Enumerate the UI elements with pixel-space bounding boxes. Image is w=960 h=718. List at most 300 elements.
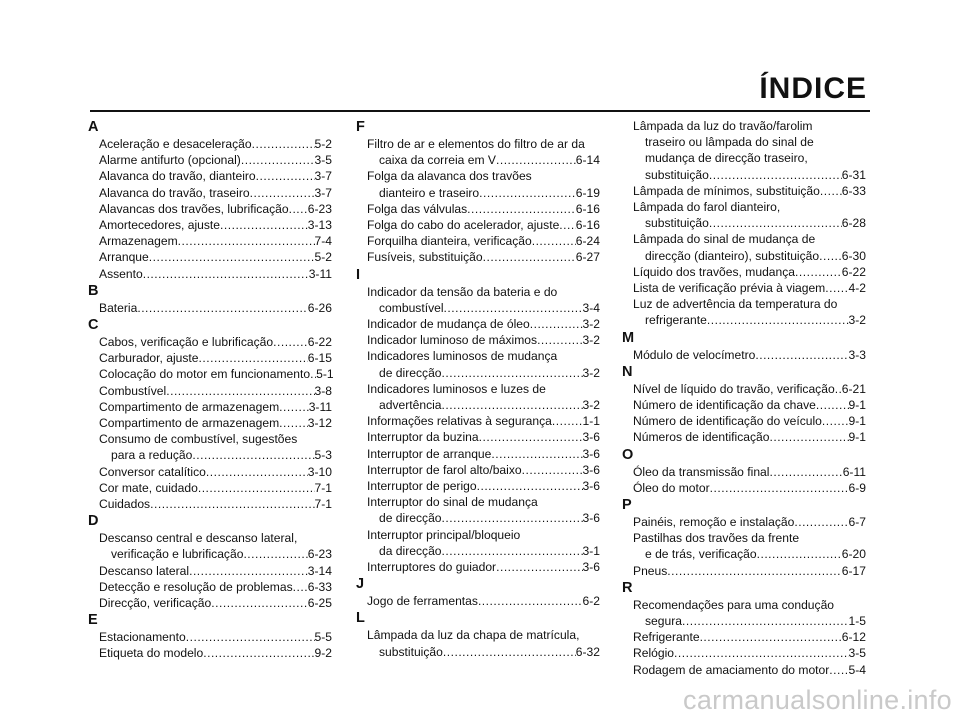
section-letter: J <box>356 576 365 593</box>
entry-label: verificação e lubrificação <box>111 547 244 562</box>
entry-label: dianteiro e traseiro <box>379 185 480 200</box>
entry-text-line: mudança de direcção traseiro, <box>645 151 808 166</box>
index-entry <box>88 168 332 184</box>
entry-label: Rodagem de amaciamento do motor <box>633 662 830 677</box>
page-number: 6-23 <box>307 547 332 562</box>
page-number: 3-6 <box>582 446 600 461</box>
index-entry <box>356 593 600 609</box>
dot-leader <box>496 152 576 168</box>
entry-label: de direcção <box>379 511 442 526</box>
page-number: 5-3 <box>314 448 332 463</box>
dot-leader <box>192 447 314 463</box>
page-number: 3-1 <box>582 543 600 558</box>
page-number: 6-21 <box>841 381 866 396</box>
entry-label: Líquido dos travões, mudança <box>633 264 796 279</box>
index-entry <box>622 296 866 328</box>
dot-leader <box>709 215 842 231</box>
entry-label: da direcção <box>379 543 442 558</box>
page-number: 3-2 <box>582 317 600 332</box>
entry-text-line: Interruptor principal/bloqueio <box>367 527 521 542</box>
entry-label: Cabos, verificação e lubrificação <box>99 335 274 350</box>
entry-label: substituição <box>379 644 443 659</box>
index-entry <box>622 199 866 231</box>
page-number: 3-2 <box>848 313 866 328</box>
dot-leader <box>250 185 315 201</box>
index-entry <box>88 249 332 265</box>
entry-label: Assento <box>99 266 143 281</box>
index-entry <box>622 597 866 629</box>
entry-label: Arranque <box>99 250 149 265</box>
index-entry <box>356 201 600 217</box>
index-entry <box>88 383 332 399</box>
entry-text-line: Lâmpada do sinal de mudança de <box>633 232 816 247</box>
entry-label: Estacionamento <box>99 630 186 645</box>
entry-label: caixa da correia em V <box>379 153 496 168</box>
entry-label: Lista de verificação prévia à viagem <box>633 281 826 296</box>
page-number: 6-25 <box>307 596 332 611</box>
entry-label: Interruptor de farol alto/baixo <box>367 462 522 477</box>
entry-label: Amortecedores, ajuste <box>99 218 220 233</box>
index-entry <box>622 429 866 445</box>
index-entry <box>622 413 866 429</box>
entry-label: Interruptor da buzina <box>367 430 479 445</box>
dot-leader <box>256 168 315 184</box>
dot-leader <box>273 334 308 350</box>
page-number: 3-2 <box>582 398 600 413</box>
entry-label: Alavanca do travão, traseiro <box>99 185 250 200</box>
entry-label: Alarme antifurto (opcional) <box>99 153 241 168</box>
index-entry <box>88 496 332 512</box>
entry-text-line: Lâmpada do farol dianteiro, <box>633 200 781 215</box>
section-letter: O <box>622 446 634 463</box>
entry-label: advertência <box>379 398 442 413</box>
entry-label: Interruptor de arranque <box>367 446 492 461</box>
title-divider <box>90 110 870 112</box>
index-entry <box>88 645 332 661</box>
index-entry <box>88 595 332 611</box>
entry-label: Bateria <box>99 300 138 315</box>
page-number: 3-4 <box>582 300 600 315</box>
entry-label: de direcção <box>379 365 442 380</box>
page-number: 6-15 <box>307 351 332 366</box>
entry-label: Número de identificação do veículo <box>633 414 822 429</box>
index-entry <box>622 629 866 645</box>
entry-label: Carburador, ajuste <box>99 351 199 366</box>
dot-leader <box>199 350 308 366</box>
entry-label: segura <box>645 614 682 629</box>
page-number: 3-5 <box>314 153 332 168</box>
section-letter: P <box>622 497 632 514</box>
dot-leader <box>700 629 842 645</box>
index-entry <box>622 118 866 183</box>
section-letter: E <box>88 612 98 629</box>
page-number: 6-22 <box>307 335 332 350</box>
dot-leader <box>532 233 576 249</box>
page-number: 5-4 <box>848 662 866 677</box>
index-entry <box>88 366 332 382</box>
page-number: 6-9 <box>848 480 866 495</box>
entry-label: Fusíveis, substituição <box>367 250 483 265</box>
entry-label: Lâmpada de mínimos, substituição <box>633 183 820 198</box>
entry-label: Forquilha dianteira, verificação <box>367 234 532 249</box>
index-entry <box>88 217 332 233</box>
section-letter: N <box>622 363 633 380</box>
dot-leader <box>137 300 307 316</box>
dot-leader <box>279 399 309 415</box>
entry-label: Cuidados <box>99 497 151 512</box>
dot-leader <box>252 136 315 152</box>
entry-label: Interruptores do guiador <box>367 560 497 575</box>
index-entry <box>88 530 332 562</box>
entry-text-line: Indicadores luminosos de mudança <box>367 349 558 364</box>
page-number: 3-6 <box>582 560 600 575</box>
index-entry <box>356 332 600 348</box>
index-entry <box>622 645 866 661</box>
entry-label: Descanso lateral <box>99 563 190 578</box>
dot-leader <box>189 563 308 579</box>
dot-leader <box>559 217 575 233</box>
dot-leader <box>522 462 583 478</box>
dot-leader <box>443 644 576 660</box>
index-entry <box>88 233 332 249</box>
page-number: 3-11 <box>308 266 332 281</box>
dot-leader <box>442 365 583 381</box>
index-entry <box>88 431 332 463</box>
page-number: 3-11 <box>308 399 332 414</box>
entry-label: Refrigerante <box>633 630 700 645</box>
dot-leader <box>149 249 315 265</box>
page-number: 9-1 <box>848 398 866 413</box>
page-number: 6-31 <box>841 167 866 182</box>
entry-text-line: Filtro de ar e elementos do filtro de ar da <box>367 137 585 151</box>
dot-leader <box>816 397 849 413</box>
index-entry <box>622 231 866 263</box>
entry-label: Painéis, remoção e instalação <box>633 515 795 530</box>
index-entry <box>356 627 600 659</box>
page-number: 9-1 <box>848 430 866 445</box>
section-letter: I <box>356 266 361 283</box>
page-number: 6-7 <box>848 515 866 530</box>
page-number: 3-7 <box>314 185 332 200</box>
index-entry <box>622 347 866 363</box>
entry-label: Cor mate, cuidado <box>99 480 198 495</box>
dot-leader <box>755 347 848 363</box>
watermark: carmanualsonline.info <box>683 685 952 715</box>
index-entry <box>356 446 600 462</box>
dot-leader <box>674 645 849 661</box>
dot-leader <box>707 312 849 328</box>
entry-label: Relógio <box>633 646 675 661</box>
dot-leader <box>769 429 848 445</box>
index-entry <box>356 348 600 380</box>
index-entry <box>88 563 332 579</box>
entry-label: Folga das válvulas <box>367 201 468 216</box>
page-number: 6-16 <box>575 218 600 233</box>
page-number: 3-14 <box>307 563 332 578</box>
dot-leader <box>667 563 841 579</box>
index-column-3 <box>622 118 866 678</box>
page-number: 6-24 <box>575 234 600 249</box>
entry-label: Nível de líquido do travão, verificação <box>633 381 835 396</box>
dot-leader <box>822 413 849 429</box>
index-entry <box>88 185 332 201</box>
index-entry <box>356 413 600 429</box>
page-number: 6-12 <box>841 630 866 645</box>
page-number: 7-4 <box>314 234 332 249</box>
index-entry <box>356 381 600 413</box>
section-letter: R <box>622 579 633 596</box>
page-number: 6-20 <box>841 547 866 562</box>
entry-label: direcção (dianteiro), substituição <box>645 248 820 263</box>
dot-leader <box>442 543 583 559</box>
index-entry <box>622 183 866 199</box>
index-entry <box>88 415 332 431</box>
dot-leader <box>467 201 576 217</box>
entry-label: Números de identificação <box>633 430 770 445</box>
page-number: 3-8 <box>314 383 332 398</box>
dot-leader <box>794 514 848 530</box>
index-entry <box>88 480 332 496</box>
dot-leader <box>178 233 315 249</box>
dot-leader <box>166 383 314 399</box>
dot-leader <box>203 645 314 661</box>
page-number: 6-30 <box>841 248 866 263</box>
dot-leader <box>795 264 842 280</box>
page-number: 6-17 <box>841 563 866 578</box>
index-entry <box>356 217 600 233</box>
entry-text-line: Indicador da tensão da bateria e do <box>367 284 558 299</box>
index-entry <box>88 136 332 152</box>
index-entry <box>622 530 866 562</box>
page-number: 1-1 <box>582 414 600 429</box>
entry-label: Armazenagem <box>99 234 178 249</box>
index-entry <box>356 527 600 559</box>
index-entry <box>622 514 866 530</box>
dot-leader <box>530 316 583 332</box>
entry-label: e de trás, verificação <box>645 547 757 562</box>
dot-leader <box>293 579 308 595</box>
dot-leader <box>289 201 308 217</box>
entry-label: combustível <box>379 300 444 315</box>
dot-leader <box>211 595 308 611</box>
entry-label: Indicador de mudança de óleo <box>367 317 530 332</box>
entry-text-line: Pastilhas dos travões da frente <box>633 531 800 546</box>
dot-leader <box>479 429 583 445</box>
index-column-2 <box>356 118 600 660</box>
dot-leader <box>819 248 842 264</box>
index-entry <box>356 249 600 265</box>
dot-leader <box>477 478 583 494</box>
page-number: 6-27 <box>575 250 600 265</box>
page-number: 5-2 <box>314 137 332 151</box>
dot-leader <box>186 629 315 645</box>
entry-label: para a redução <box>111 448 193 463</box>
index-entry <box>622 397 866 413</box>
page-number: 7-1 <box>314 497 332 512</box>
entry-label: Colocação do motor em funcionamento <box>99 367 311 382</box>
dot-leader <box>757 546 842 562</box>
dot-leader <box>769 464 842 480</box>
entry-label: Direcção, verificação <box>99 596 212 611</box>
page-number: 6-26 <box>307 300 332 315</box>
dot-leader <box>709 167 842 183</box>
index-entry <box>88 201 332 217</box>
index-entry <box>356 136 600 168</box>
page-number: 6-16 <box>575 201 600 216</box>
dot-leader <box>825 280 848 296</box>
index-entry <box>88 579 332 595</box>
page-number: 1-5 <box>848 614 866 629</box>
section-letter: B <box>88 282 99 299</box>
entry-text-line: Lâmpada da luz da chapa de matrícula, <box>367 628 580 643</box>
entry-label: Folga do cabo do acelerador, ajuste <box>367 218 560 233</box>
index-entry <box>356 168 600 200</box>
page-number: 3-12 <box>307 416 332 431</box>
index-entry <box>622 280 866 296</box>
dot-leader <box>206 464 308 480</box>
page-number: 6-11 <box>842 464 866 479</box>
index-entry <box>356 478 600 494</box>
index-entry <box>88 464 332 480</box>
section-letter: C <box>88 317 99 334</box>
page-number: 3-2 <box>582 333 600 348</box>
page-number: 6-32 <box>575 644 600 659</box>
page-number: 5-5 <box>314 630 332 645</box>
entry-label: Módulo de velocímetro <box>633 347 756 362</box>
entry-text-line: traseiro ou lâmpada do sinal de <box>645 135 814 150</box>
index-entry <box>622 563 866 579</box>
section-letter: A <box>88 119 99 135</box>
entry-label: Óleo da transmissão final <box>633 464 770 479</box>
entry-label: Compartimento de armazenagem <box>99 399 280 414</box>
page-number: 3-5 <box>848 646 866 661</box>
dot-leader <box>710 480 849 496</box>
index-entry <box>88 334 332 350</box>
page-number: 3-6 <box>582 511 600 526</box>
dot-leader <box>483 249 576 265</box>
index-entry <box>622 464 866 480</box>
dot-leader <box>279 415 308 431</box>
dot-leader <box>220 217 308 233</box>
entry-text-line: Indicadores luminosos e luzes de <box>367 381 546 396</box>
index-entry <box>356 316 600 332</box>
entry-text-line: Luz de advertência da temperatura do <box>633 297 838 312</box>
index-entry <box>622 662 866 678</box>
entry-label: Número de identificação da chave <box>633 398 816 413</box>
index-column-1 <box>88 118 332 662</box>
index-entry <box>622 264 866 280</box>
dot-leader <box>820 183 842 199</box>
page-number: 3-6 <box>582 462 600 477</box>
page-number: 6-14 <box>575 153 600 168</box>
entry-label: Informações relativas à segurança <box>367 414 552 429</box>
dot-leader <box>829 662 848 678</box>
index-entry <box>356 462 600 478</box>
dot-leader <box>198 480 315 496</box>
index-entry <box>88 629 332 645</box>
page-number: 3-3 <box>848 347 866 362</box>
section-letter: M <box>622 329 635 346</box>
entry-text-line: Interruptor do sinal de mudança <box>367 495 538 510</box>
dot-leader <box>552 413 583 429</box>
index-entry <box>356 233 600 249</box>
page-number: 6-28 <box>841 216 866 231</box>
dot-leader <box>442 510 583 526</box>
page-number: 6-2 <box>582 594 600 609</box>
section-letter: D <box>88 513 99 530</box>
page-number: 3-6 <box>582 430 600 445</box>
page-number: 5-1 <box>316 367 334 382</box>
entry-label: Conversor catalítico <box>99 464 206 479</box>
entry-label: Jogo de ferramentas <box>367 594 478 609</box>
entry-label: Alavanca do travão, dianteiro <box>99 169 256 184</box>
page-number: 6-19 <box>575 185 600 200</box>
index-entry <box>88 266 332 282</box>
page-number: 3-2 <box>582 365 600 380</box>
page-number: 5-2 <box>314 250 332 265</box>
index-entry <box>88 300 332 316</box>
dot-leader <box>150 496 314 512</box>
dot-leader <box>243 546 307 562</box>
entry-label: substituição <box>645 216 709 231</box>
entry-text-line: Descanso central e descanso lateral, <box>99 531 298 546</box>
index-entry <box>356 559 600 575</box>
dot-leader <box>479 185 576 201</box>
dot-leader <box>491 446 582 462</box>
entry-label: Aceleração e desaceleração <box>99 137 252 151</box>
entry-text-line: Consumo de combustível, sugestões <box>99 432 298 447</box>
dot-leader <box>143 266 309 282</box>
entry-label: Etiqueta do modelo <box>99 646 204 661</box>
dot-leader <box>241 152 315 168</box>
page-number: 3-10 <box>307 464 332 479</box>
dot-leader <box>444 300 583 316</box>
index-entry <box>88 152 332 168</box>
page-number: 6-23 <box>307 201 332 216</box>
page-title: ÍNDICE <box>759 72 867 105</box>
entry-label: Alavancas dos travões, lubrificação <box>99 201 289 216</box>
page-number: 9-2 <box>314 646 332 661</box>
page-number: 3-7 <box>314 169 332 184</box>
page-number: 3-13 <box>307 218 332 233</box>
dot-leader <box>835 381 842 397</box>
index-entry <box>356 284 600 316</box>
index-entry <box>356 429 600 445</box>
dot-leader <box>478 593 583 609</box>
page-number: 4-2 <box>848 281 866 296</box>
page-number: 9-1 <box>848 414 866 429</box>
entry-label: Detecção e resolução de problemas <box>99 579 293 594</box>
index-entry <box>622 480 866 496</box>
entry-text-line: Recomendações para uma condução <box>633 597 835 612</box>
entry-label: Pneus <box>633 563 668 578</box>
index-entry <box>88 350 332 366</box>
dot-leader <box>442 397 583 413</box>
page-number: 3-6 <box>582 479 600 494</box>
section-letter: L <box>356 610 365 627</box>
dot-leader <box>496 559 582 575</box>
entry-label: Interruptor de perigo <box>367 479 477 494</box>
entry-label: Combustível <box>99 383 167 398</box>
page-number: 6-33 <box>307 579 332 594</box>
dot-leader <box>682 613 849 629</box>
entry-label: substituição <box>645 167 709 182</box>
index-entry <box>622 381 866 397</box>
entry-label: Indicador luminoso de máximos <box>367 333 538 348</box>
page-number: 6-33 <box>841 183 866 198</box>
section-letter: F <box>356 119 365 135</box>
entry-label: Compartimento de armazenagem <box>99 416 280 431</box>
